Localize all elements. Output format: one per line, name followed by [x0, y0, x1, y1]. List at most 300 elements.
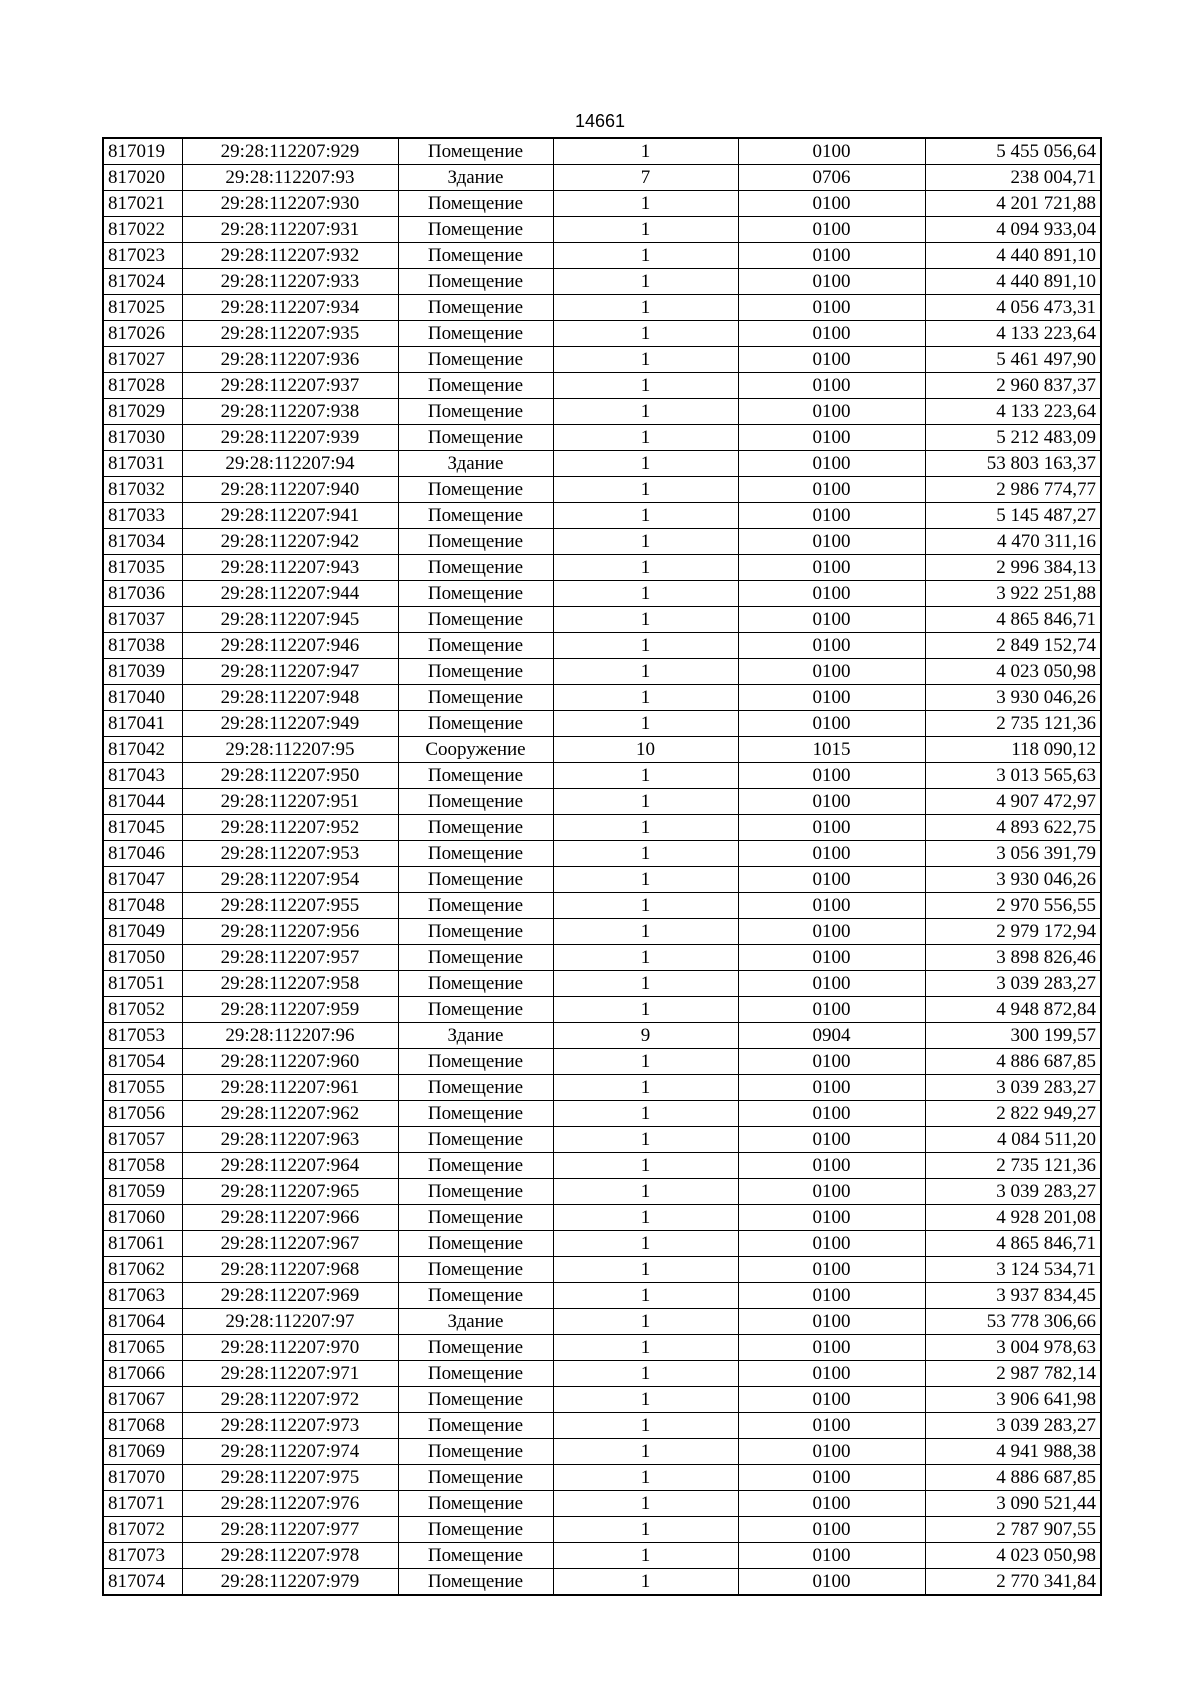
code-cell: 0100 [738, 685, 925, 711]
table-row [103, 477, 1101, 503]
object-type-cell: Помещение [398, 1205, 553, 1231]
cadastral-value-cell: 3 056 391,79 [925, 841, 1101, 867]
object-type-cell: Помещение [398, 581, 553, 607]
object-type-cell: Помещение [398, 1075, 553, 1101]
cadastral-value-cell: 2 986 774,77 [925, 477, 1101, 503]
code-cell: 0100 [738, 1101, 925, 1127]
code-cell: 0100 [738, 451, 925, 477]
code-cell: 0100 [738, 1127, 925, 1153]
cadastral-value-cell: 3 090 521,44 [925, 1491, 1101, 1517]
cadastral-value-cell: 3 930 046,26 [925, 867, 1101, 893]
row-number-cell: 817062 [103, 1257, 182, 1283]
table-row [103, 945, 1101, 971]
object-type-cell: Помещение [398, 659, 553, 685]
table-row [103, 1517, 1101, 1543]
code-cell: 0706 [738, 165, 925, 191]
code-cell: 0100 [738, 347, 925, 373]
cadastral-value-table [102, 137, 1102, 1596]
row-number-cell: 817053 [103, 1023, 182, 1049]
code-cell: 0100 [738, 997, 925, 1023]
row-number-cell: 817070 [103, 1465, 182, 1491]
row-number-cell: 817050 [103, 945, 182, 971]
cadastral-number-cell: 29:28:112207:940 [182, 477, 398, 503]
cadastral-value-cell: 53 778 306,66 [925, 1309, 1101, 1335]
cadastral-number-cell: 29:28:112207:969 [182, 1283, 398, 1309]
group-cell: 1 [553, 919, 738, 945]
table-row [103, 399, 1101, 425]
row-number-cell: 817044 [103, 789, 182, 815]
row-number-cell: 817027 [103, 347, 182, 373]
code-cell: 0100 [738, 841, 925, 867]
code-cell: 1015 [738, 737, 925, 763]
code-cell: 0100 [738, 893, 925, 919]
cadastral-number-cell: 29:28:112207:956 [182, 919, 398, 945]
cadastral-value-cell: 4 084 511,20 [925, 1127, 1101, 1153]
table-row [103, 581, 1101, 607]
row-number-cell: 817029 [103, 399, 182, 425]
group-cell: 7 [553, 165, 738, 191]
table-row [103, 529, 1101, 555]
code-cell: 0100 [738, 971, 925, 997]
table-row [103, 659, 1101, 685]
row-number-cell: 817023 [103, 243, 182, 269]
cadastral-value-cell: 4 056 473,31 [925, 295, 1101, 321]
cadastral-value-cell: 238 004,71 [925, 165, 1101, 191]
object-type-cell: Здание [398, 1023, 553, 1049]
group-cell: 1 [553, 659, 738, 685]
row-number-cell: 817060 [103, 1205, 182, 1231]
group-cell: 1 [553, 1439, 738, 1465]
object-type-cell: Помещение [398, 711, 553, 737]
row-number-cell: 817025 [103, 295, 182, 321]
code-cell: 0100 [738, 269, 925, 295]
group-cell: 1 [553, 477, 738, 503]
object-type-cell: Помещение [398, 685, 553, 711]
group-cell: 1 [553, 711, 738, 737]
code-cell: 0100 [738, 607, 925, 633]
cadastral-number-cell: 29:28:112207:966 [182, 1205, 398, 1231]
code-cell: 0100 [738, 1257, 925, 1283]
object-type-cell: Помещение [398, 997, 553, 1023]
code-cell: 0904 [738, 1023, 925, 1049]
object-type-cell: Помещение [398, 373, 553, 399]
row-number-cell: 817046 [103, 841, 182, 867]
cadastral-number-cell: 29:28:112207:944 [182, 581, 398, 607]
object-type-cell: Помещение [398, 1101, 553, 1127]
cadastral-number-cell: 29:28:112207:950 [182, 763, 398, 789]
table-row [103, 711, 1101, 737]
code-cell: 0100 [738, 321, 925, 347]
cadastral-value-cell: 2 735 121,36 [925, 1153, 1101, 1179]
table-row [103, 815, 1101, 841]
cadastral-value-cell: 2 735 121,36 [925, 711, 1101, 737]
cadastral-number-cell: 29:28:112207:943 [182, 555, 398, 581]
group-cell: 1 [553, 1309, 738, 1335]
group-cell: 1 [553, 138, 738, 165]
row-number-cell: 817043 [103, 763, 182, 789]
group-cell: 1 [553, 555, 738, 581]
object-type-cell: Помещение [398, 1179, 553, 1205]
object-type-cell: Помещение [398, 425, 553, 451]
group-cell: 1 [553, 191, 738, 217]
table-row [103, 503, 1101, 529]
cadastral-value-cell: 3 124 534,71 [925, 1257, 1101, 1283]
table-row [103, 425, 1101, 451]
table-row [103, 295, 1101, 321]
cadastral-value-cell: 4 023 050,98 [925, 1543, 1101, 1569]
code-cell: 0100 [738, 1413, 925, 1439]
cadastral-value-cell: 2 849 152,74 [925, 633, 1101, 659]
group-cell: 1 [553, 1257, 738, 1283]
table-row [103, 1309, 1101, 1335]
table-row [103, 919, 1101, 945]
table-row [103, 867, 1101, 893]
object-type-cell: Помещение [398, 243, 553, 269]
group-cell: 1 [553, 1101, 738, 1127]
cadastral-number-cell: 29:28:112207:953 [182, 841, 398, 867]
object-type-cell: Помещение [398, 1231, 553, 1257]
group-cell: 1 [553, 971, 738, 997]
object-type-cell: Помещение [398, 1335, 553, 1361]
row-number-cell: 817022 [103, 217, 182, 243]
cadastral-number-cell: 29:28:112207:961 [182, 1075, 398, 1101]
group-cell: 1 [553, 1465, 738, 1491]
table-row [103, 633, 1101, 659]
cadastral-value-cell: 4 928 201,08 [925, 1205, 1101, 1231]
object-type-cell: Помещение [398, 503, 553, 529]
code-cell: 0100 [738, 1153, 925, 1179]
code-cell: 0100 [738, 373, 925, 399]
cadastral-value-cell: 4 440 891,10 [925, 243, 1101, 269]
cadastral-value-cell: 4 133 223,64 [925, 321, 1101, 347]
row-number-cell: 817028 [103, 373, 182, 399]
cadastral-value-cell: 4 941 988,38 [925, 1439, 1101, 1465]
group-cell: 1 [553, 1491, 738, 1517]
table-row [103, 1023, 1101, 1049]
table-row [103, 555, 1101, 581]
cadastral-value-cell: 4 094 933,04 [925, 217, 1101, 243]
group-cell: 1 [553, 997, 738, 1023]
cadastral-number-cell: 29:28:112207:942 [182, 529, 398, 555]
cadastral-number-cell: 29:28:112207:96 [182, 1023, 398, 1049]
code-cell: 0100 [738, 789, 925, 815]
cadastral-value-cell: 4 865 846,71 [925, 1231, 1101, 1257]
group-cell: 1 [553, 295, 738, 321]
cadastral-number-cell: 29:28:112207:962 [182, 1101, 398, 1127]
cadastral-number-cell: 29:28:112207:954 [182, 867, 398, 893]
code-cell: 0100 [738, 1309, 925, 1335]
group-cell: 1 [553, 1387, 738, 1413]
cadastral-number-cell: 29:28:112207:937 [182, 373, 398, 399]
object-type-cell: Помещение [398, 841, 553, 867]
table-row [103, 1205, 1101, 1231]
group-cell: 1 [553, 633, 738, 659]
table-row [103, 1075, 1101, 1101]
cadastral-number-cell: 29:28:112207:929 [182, 138, 398, 165]
row-number-cell: 817052 [103, 997, 182, 1023]
cadastral-value-cell: 4 907 472,97 [925, 789, 1101, 815]
cadastral-value-cell: 4 948 872,84 [925, 997, 1101, 1023]
row-number-cell: 817042 [103, 737, 182, 763]
table-row [103, 1465, 1101, 1491]
cadastral-number-cell: 29:28:112207:930 [182, 191, 398, 217]
table-row [103, 1179, 1101, 1205]
row-number-cell: 817037 [103, 607, 182, 633]
row-number-cell: 817074 [103, 1569, 182, 1596]
group-cell: 1 [553, 1413, 738, 1439]
group-cell: 1 [553, 243, 738, 269]
cadastral-number-cell: 29:28:112207:978 [182, 1543, 398, 1569]
group-cell: 1 [553, 217, 738, 243]
cadastral-number-cell: 29:28:112207:968 [182, 1257, 398, 1283]
row-number-cell: 817034 [103, 529, 182, 555]
code-cell: 0100 [738, 711, 925, 737]
cadastral-number-cell: 29:28:112207:955 [182, 893, 398, 919]
cadastral-number-cell: 29:28:112207:939 [182, 425, 398, 451]
cadastral-value-cell: 5 455 056,64 [925, 138, 1101, 165]
group-cell: 1 [553, 269, 738, 295]
table-row [103, 1257, 1101, 1283]
object-type-cell: Помещение [398, 477, 553, 503]
group-cell: 1 [553, 1361, 738, 1387]
cadastral-number-cell: 29:28:112207:951 [182, 789, 398, 815]
cadastral-value-cell: 4 201 721,88 [925, 191, 1101, 217]
table-row [103, 685, 1101, 711]
cadastral-value-cell: 4 886 687,85 [925, 1049, 1101, 1075]
table-row [103, 1153, 1101, 1179]
cadastral-value-cell: 2 960 837,37 [925, 373, 1101, 399]
code-cell: 0100 [738, 1205, 925, 1231]
group-cell: 1 [553, 945, 738, 971]
row-number-cell: 817066 [103, 1361, 182, 1387]
object-type-cell: Помещение [398, 919, 553, 945]
group-cell: 1 [553, 373, 738, 399]
code-cell: 0100 [738, 1179, 925, 1205]
table-row [103, 1387, 1101, 1413]
cadastral-number-cell: 29:28:112207:970 [182, 1335, 398, 1361]
code-cell: 0100 [738, 1439, 925, 1465]
cadastral-number-cell: 29:28:112207:959 [182, 997, 398, 1023]
cadastral-value-cell: 3 922 251,88 [925, 581, 1101, 607]
row-number-cell: 817054 [103, 1049, 182, 1075]
cadastral-number-cell: 29:28:112207:931 [182, 217, 398, 243]
table-row [103, 165, 1101, 191]
code-cell: 0100 [738, 1075, 925, 1101]
cadastral-number-cell: 29:28:112207:964 [182, 1153, 398, 1179]
group-cell: 1 [553, 893, 738, 919]
table-row [103, 893, 1101, 919]
cadastral-number-cell: 29:28:112207:93 [182, 165, 398, 191]
group-cell: 1 [553, 1127, 738, 1153]
object-type-cell: Помещение [398, 1543, 553, 1569]
object-type-cell: Помещение [398, 1127, 553, 1153]
cadastral-number-cell: 29:28:112207:936 [182, 347, 398, 373]
group-cell: 1 [553, 1049, 738, 1075]
group-cell: 1 [553, 685, 738, 711]
object-type-cell: Помещение [398, 321, 553, 347]
object-type-cell: Помещение [398, 1049, 553, 1075]
cadastral-value-cell: 4 886 687,85 [925, 1465, 1101, 1491]
row-number-cell: 817032 [103, 477, 182, 503]
table-row [103, 1101, 1101, 1127]
cadastral-number-cell: 29:28:112207:946 [182, 633, 398, 659]
table-row [103, 763, 1101, 789]
code-cell: 0100 [738, 477, 925, 503]
code-cell: 0100 [738, 217, 925, 243]
object-type-cell: Помещение [398, 633, 553, 659]
code-cell: 0100 [738, 633, 925, 659]
code-cell: 0100 [738, 1543, 925, 1569]
row-number-cell: 817055 [103, 1075, 182, 1101]
table-row [103, 321, 1101, 347]
row-number-cell: 817072 [103, 1517, 182, 1543]
object-type-cell: Помещение [398, 1257, 553, 1283]
row-number-cell: 817057 [103, 1127, 182, 1153]
object-type-cell: Помещение [398, 1387, 553, 1413]
table-row [103, 373, 1101, 399]
group-cell: 1 [553, 1517, 738, 1543]
table-row [103, 1231, 1101, 1257]
group-cell: 1 [553, 399, 738, 425]
object-type-cell: Помещение [398, 1491, 553, 1517]
cadastral-number-cell: 29:28:112207:945 [182, 607, 398, 633]
table-row [103, 789, 1101, 815]
cadastral-number-cell: 29:28:112207:935 [182, 321, 398, 347]
group-cell: 1 [553, 1335, 738, 1361]
cadastral-value-cell: 300 199,57 [925, 1023, 1101, 1049]
cadastral-value-cell: 5 212 483,09 [925, 425, 1101, 451]
group-cell: 1 [553, 1569, 738, 1596]
object-type-cell: Помещение [398, 347, 553, 373]
row-number-cell: 817059 [103, 1179, 182, 1205]
cadastral-number-cell: 29:28:112207:941 [182, 503, 398, 529]
group-cell: 9 [553, 1023, 738, 1049]
code-cell: 0100 [738, 1569, 925, 1596]
table-row [103, 1543, 1101, 1569]
cadastral-value-cell: 2 770 341,84 [925, 1569, 1101, 1596]
row-number-cell: 817071 [103, 1491, 182, 1517]
row-number-cell: 817036 [103, 581, 182, 607]
cadastral-value-cell: 2 787 907,55 [925, 1517, 1101, 1543]
cadastral-number-cell: 29:28:112207:952 [182, 815, 398, 841]
row-number-cell: 817024 [103, 269, 182, 295]
object-type-cell: Помещение [398, 971, 553, 997]
cadastral-value-cell: 2 996 384,13 [925, 555, 1101, 581]
group-cell: 1 [553, 451, 738, 477]
code-cell: 0100 [738, 503, 925, 529]
cadastral-value-cell: 3 930 046,26 [925, 685, 1101, 711]
cadastral-value-cell: 3 013 565,63 [925, 763, 1101, 789]
cadastral-number-cell: 29:28:112207:977 [182, 1517, 398, 1543]
row-number-cell: 817069 [103, 1439, 182, 1465]
cadastral-number-cell: 29:28:112207:973 [182, 1413, 398, 1439]
code-cell: 0100 [738, 1465, 925, 1491]
row-number-cell: 817064 [103, 1309, 182, 1335]
row-number-cell: 817030 [103, 425, 182, 451]
table-row [103, 1569, 1101, 1596]
cadastral-value-cell: 4 893 622,75 [925, 815, 1101, 841]
cadastral-number-cell: 29:28:112207:971 [182, 1361, 398, 1387]
row-number-cell: 817048 [103, 893, 182, 919]
object-type-cell: Помещение [398, 1361, 553, 1387]
cadastral-value-cell: 53 803 163,37 [925, 451, 1101, 477]
object-type-cell: Помещение [398, 815, 553, 841]
cadastral-value-cell: 5 461 497,90 [925, 347, 1101, 373]
code-cell: 0100 [738, 919, 925, 945]
cadastral-number-cell: 29:28:112207:947 [182, 659, 398, 685]
cadastral-number-cell: 29:28:112207:960 [182, 1049, 398, 1075]
group-cell: 1 [553, 503, 738, 529]
row-number-cell: 817041 [103, 711, 182, 737]
table-row [103, 451, 1101, 477]
object-type-cell: Помещение [398, 1439, 553, 1465]
row-number-cell: 817035 [103, 555, 182, 581]
group-cell: 1 [553, 607, 738, 633]
code-cell: 0100 [738, 425, 925, 451]
group-cell: 1 [553, 581, 738, 607]
cadastral-number-cell: 29:28:112207:979 [182, 1569, 398, 1596]
object-type-cell: Помещение [398, 1569, 553, 1596]
object-type-cell: Помещение [398, 789, 553, 815]
code-cell: 0100 [738, 1335, 925, 1361]
cadastral-number-cell: 29:28:112207:97 [182, 1309, 398, 1335]
object-type-cell: Помещение [398, 529, 553, 555]
cadastral-value-cell: 3 039 283,27 [925, 1179, 1101, 1205]
cadastral-number-cell: 29:28:112207:967 [182, 1231, 398, 1257]
code-cell: 0100 [738, 815, 925, 841]
cadastral-value-cell: 3 937 834,45 [925, 1283, 1101, 1309]
code-cell: 0100 [738, 1231, 925, 1257]
table-row [103, 1439, 1101, 1465]
group-cell: 1 [553, 1231, 738, 1257]
cadastral-value-cell: 2 979 172,94 [925, 919, 1101, 945]
group-cell: 1 [553, 321, 738, 347]
cadastral-value-cell: 4 440 891,10 [925, 269, 1101, 295]
table-row [103, 1127, 1101, 1153]
cadastral-value-cell: 3 039 283,27 [925, 971, 1101, 997]
object-type-cell: Помещение [398, 893, 553, 919]
row-number-cell: 817019 [103, 138, 182, 165]
object-type-cell: Здание [398, 451, 553, 477]
cadastral-value-cell: 3 906 641,98 [925, 1387, 1101, 1413]
table-row [103, 347, 1101, 373]
row-number-cell: 817056 [103, 1101, 182, 1127]
cadastral-number-cell: 29:28:112207:932 [182, 243, 398, 269]
group-cell: 10 [553, 737, 738, 763]
code-cell: 0100 [738, 529, 925, 555]
cadastral-number-cell: 29:28:112207:949 [182, 711, 398, 737]
code-cell: 0100 [738, 191, 925, 217]
row-number-cell: 817058 [103, 1153, 182, 1179]
code-cell: 0100 [738, 763, 925, 789]
group-cell: 1 [553, 841, 738, 867]
object-type-cell: Помещение [398, 295, 553, 321]
row-number-cell: 817033 [103, 503, 182, 529]
row-number-cell: 817063 [103, 1283, 182, 1309]
cadastral-number-cell: 29:28:112207:95 [182, 737, 398, 763]
row-number-cell: 817039 [103, 659, 182, 685]
row-number-cell: 817061 [103, 1231, 182, 1257]
row-number-cell: 817067 [103, 1387, 182, 1413]
table-row [103, 1361, 1101, 1387]
row-number-cell: 817045 [103, 815, 182, 841]
object-type-cell: Помещение [398, 1413, 553, 1439]
code-cell: 0100 [738, 1283, 925, 1309]
object-type-cell: Помещение [398, 1283, 553, 1309]
object-type-cell: Помещение [398, 945, 553, 971]
table-row [103, 841, 1101, 867]
group-cell: 1 [553, 425, 738, 451]
